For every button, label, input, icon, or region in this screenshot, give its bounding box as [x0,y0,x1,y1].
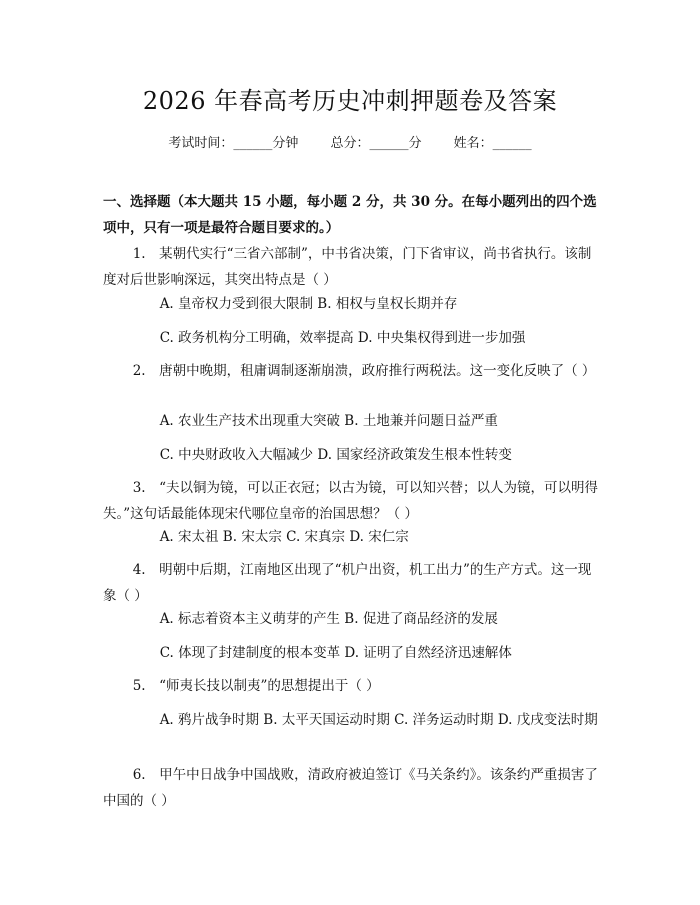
total-score-field: 总分：______分 [330,136,422,151]
question-3-options-row-1: A. 宋太祖 B. 宋太宗 C. 宋真宗 D. 宋仁宗 [159,529,409,545]
question-2-stem: 2. 唐朝中晚期，租庸调制逐渐崩溃，政府推行两税法。这一变化反映了（ ） [132,363,596,379]
question-1-options-row-2: C. 政务机构分工明确，效率提高 D. 中央集权得到进一步加强 [159,330,526,346]
question-4-stem: 4. 明朝中后期，江南地区出现了“机户出资，机工出力”的生产方式。这一现象（ ） [103,562,592,604]
question-2-options-row-1: A. 农业生产技术出现重大突破 B. 土地兼并问题日益严重 [159,413,498,429]
question-6-stem: 6. 甲午中日战争中国战败，清政府被迫签订《马关条约》。该条约严重损害了中国的（ ） [103,767,598,809]
question-3-stem: 3. “夫以铜为镜，可以正衣冠；以古为镜，可以知兴替；以人为镜，可以明得失。”这句话最能体现宋代哪位皇帝的治国思想？（ ） [103,480,598,522]
student-name-field: 姓名：______ [453,136,532,151]
exam-meta-line [0,134,700,154]
question-5-options-row-1: A. 鸦片战争时期 B. 太平天国运动时期 C. 洋务运动时期 D. 戊戌变法时期 [159,712,598,728]
exam-time-field: 考试时间：______分钟 [168,136,299,151]
section-header: 一、选择题（本大题共 15 小题，每小题 2 分，共 30 分。在每小题列出的四个选项中，只有一项是最符合题目要求的。） [103,194,597,236]
question-1-options-row-1: A. 皇帝权力受到很大限制 B. 相权与皇权长期并存 [159,296,458,312]
exam-title: 2026 年春高考历史冲刺押题卷及答案 [142,87,558,115]
question-2-options-row-2: C. 中央财政收入大幅减少 D. 国家经济政策发生根本性转变 [159,447,512,463]
question-5-stem: 5. “师夷长技以制夷”的思想提出于（ ） [132,678,380,694]
question-4-options-row-2: C. 体现了封建制度的根本变革 D. 证明了自然经济迅速解体 [159,645,512,661]
question-1-stem: 1. 某朝代实行“三省六部制”，中书省决策，门下省审议，尚书省执行。该制度对后世影响深远，其突出特点是（ ） [103,246,592,288]
question-4-options-row-1: A. 标志着资本主义萌芽的产生 B. 促进了商品经济的发展 [159,611,498,627]
